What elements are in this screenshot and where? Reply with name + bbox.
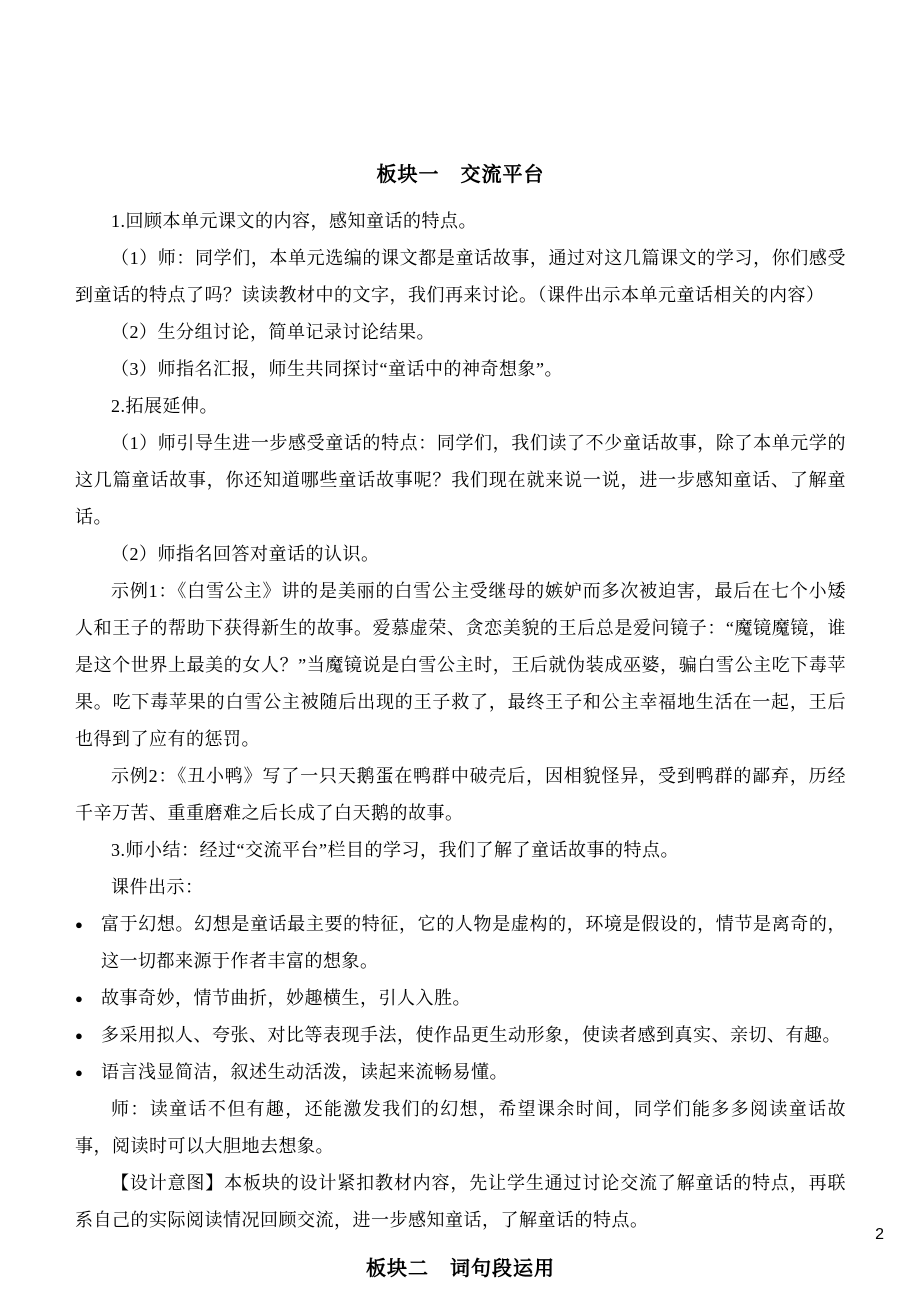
page-number: 2 (875, 1226, 884, 1243)
paragraph: 1.回顾本单元课文的内容，感知童话的特点。 (111, 211, 477, 231)
paragraph: 示例2：《丑小鸭》写了一只天鹅蛋在鸭群中破壳后，因相貌怪异，受到鸭群的鄙弃，历经千辛万苦、重重磨难之后长成了白天鹅的故事。 (75, 766, 846, 823)
paragraph: （2）师指名回答对童话的认识。 (111, 544, 380, 564)
bullet-item (75, 1054, 846, 1091)
section-heading: 板块一 交流平台 (376, 164, 545, 186)
doc-body (75, 155, 846, 1297)
paragraph: 3.师小结：经过“交流平台”栏目的学习，我们了解了童话故事的特点。 (111, 840, 679, 860)
bullet-icon: ● (75, 991, 84, 1006)
bullet-text: 故事奇妙，情节曲折，妙趣横生，引人入胜。 (101, 988, 471, 1008)
bullet-icon: ● (75, 1065, 84, 1080)
paragraph: 2.拓展延伸。 (111, 396, 218, 416)
bullet-icon: ● (75, 1028, 84, 1043)
paragraph: 师：读童话不但有趣，还能激发我们的幻想，希望课余时间，同学们能多多阅读童话故事，阅读时可以大胆地去想象。 (75, 1099, 846, 1156)
paragraph: （1）师：同学们，本单元选编的课文都是童话故事，通过对这几篇课文的学习，你们感受到童话的特点了吗？读读教材中的文字，我们再来讨论。（课件出示本单元童话相关的内容） (75, 248, 846, 305)
bullet-text: 富于幻想。幻想是童话最主要的特征，它的人物是虚构的，环境是假设的，情节是离奇的，这一切都来源于作者丰富的想象。 (101, 914, 846, 971)
bullet-icon: ● (75, 917, 84, 932)
section-heading: 板块二 词句段运用 (366, 1258, 555, 1280)
bullet-text: 语言浅显简洁，叙述生动活泼，读起来流畅易懂。 (101, 1062, 508, 1082)
bullet-item (75, 1017, 846, 1054)
paragraph: （1）师引导生进一步感受童话的特点：同学们，我们读了不少童话故事，除了本单元学的这几篇童话故事，你还知道哪些童话故事呢？我们现在就来说一说，进一步感知童话、了解童话。 (75, 433, 846, 527)
bullet-text: 多采用拟人、夸张、对比等表现手法，使作品更生动形象，使读者感到真实、亲切、有趣。 (101, 1025, 841, 1045)
bullet-item (75, 980, 846, 1017)
bullet-item (75, 906, 846, 980)
paragraph: 示例1：《白雪公主》讲的是美丽的白雪公主受继母的嫉妒而多次被迫害，最后在七个小矮人和王子的帮助下获得新生的故事。爱慕虚荣、贪恋美貌的王后总是爱问镜子：“魔镜魔镜，谁是这个世界上最美的女人？”当魔镜说是白雪公主时，王后就伪装成巫婆，骗白雪公主吃下毒苹果。吃下毒苹果的白雪公主被随后出现的王子救了，最终王子和公主幸福地生活在一起，王后也得到了应有的惩罚。 (75, 581, 846, 749)
paragraph: 【设计意图】本板块的设计紧扣教材内容，先让学生通过讨论交流了解童话的特点，再联系自己的实际阅读情况回顾交流，进一步感知童话，了解童话的特点。 (75, 1173, 846, 1230)
paragraph: （2）生分组讨论，简单记录讨论结果。 (111, 322, 435, 342)
paragraph: （3）师指名汇报，师生共同探讨“童话中的神奇想象”。 (111, 359, 563, 379)
paragraph: 课件出示： (111, 877, 204, 897)
